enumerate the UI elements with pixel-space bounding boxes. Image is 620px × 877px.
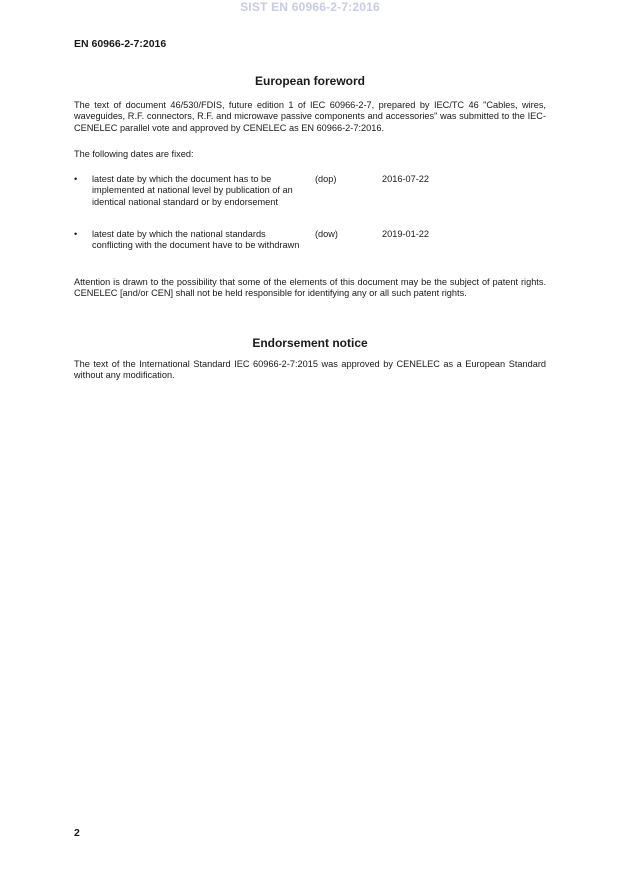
patent-notice: Attention is drawn to the possibility that some of the elements of this document may be the subject of patent rights. CENELEC [and/or CEN] shall not be held responsible for identifying any or all such patent rights. (74, 277, 546, 299)
bullet-icon: • (74, 229, 78, 239)
foreword-title: European foreword (254, 74, 365, 88)
endorsement-text: The text of the International Standard IEC 60966-2-7:2015 was approved by CENELEC as a European Standard without any modification. (74, 359, 546, 381)
date-abbreviation: (dow) (315, 229, 338, 239)
watermark: SIST EN 60966-2-7:2016 (240, 0, 380, 14)
endorsement-title: Endorsement notice (252, 336, 368, 350)
date-abbreviation: (dop) (315, 174, 337, 184)
foreword-intro: The text of document 46/530/FDIS, future edition 1 of IEC 60966-2-7, prepared by IEC/TC 46 "Cables, wires, waveguides, R.F. connectors, R.F. and microwave passive components and accessories" was submitted to the IEC-CENELEC parallel vote and approved by CENELEC as EN 60966-2-7:2016. (74, 100, 546, 133)
dates-intro: The following dates are fixed: (74, 149, 194, 159)
bullet-icon: • (74, 174, 78, 184)
date-description: latest date by which the document has to be implemented at national level by publication of an identical national standard or by endorsement (92, 174, 293, 207)
date-description: latest date by which the national standards conflicting with the document have to be withdrawn (92, 229, 300, 251)
date-value: 2016-07-22 (382, 174, 429, 184)
date-value: 2019-01-22 (382, 229, 429, 239)
page-number: 2 (74, 827, 80, 839)
document-id: EN 60966-2-7:2016 (74, 38, 167, 50)
